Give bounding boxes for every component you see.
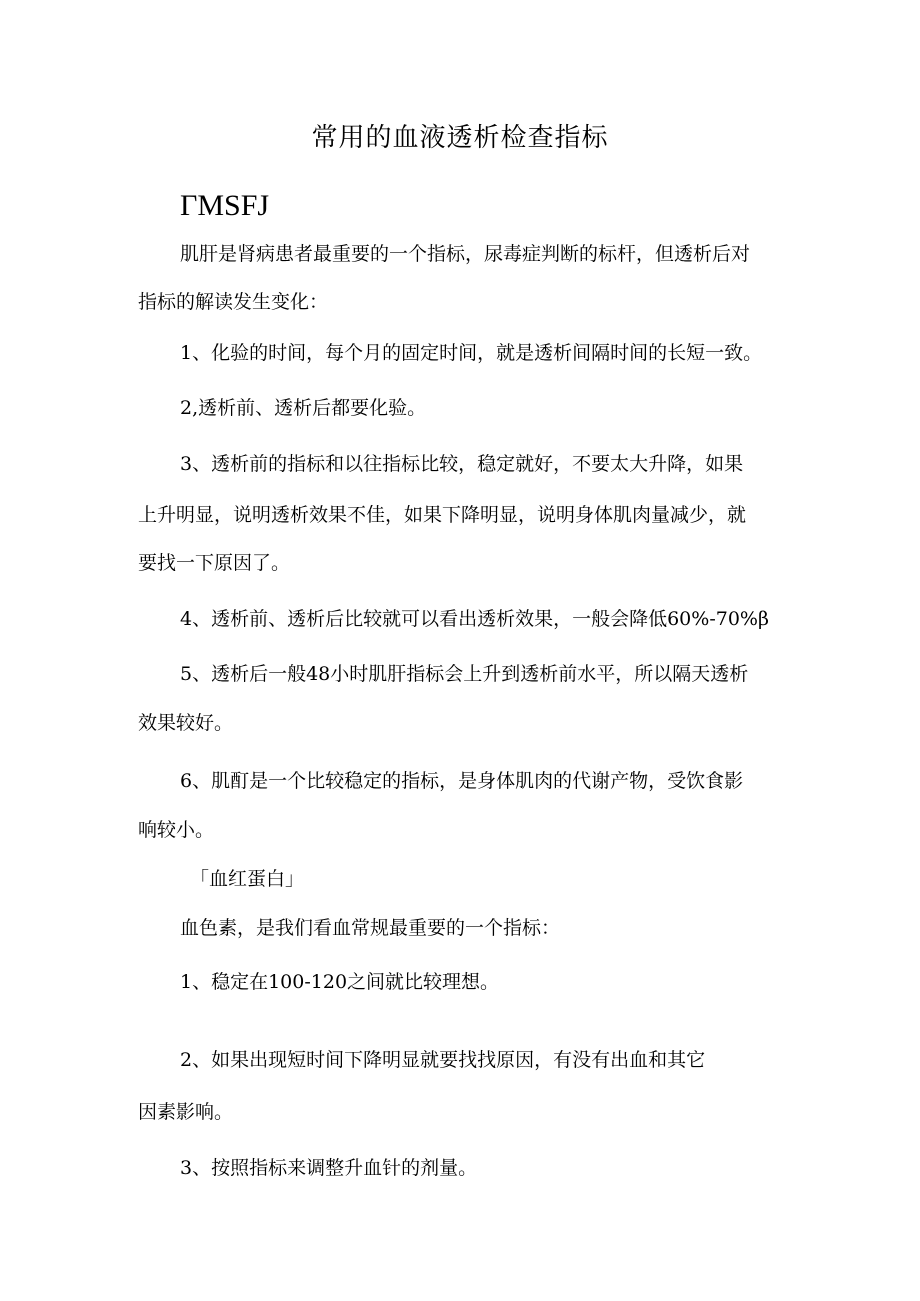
section-heading-creatinine: ΓMSFJ [180,189,270,222]
list-item-line: 6、肌酊是一个比较稳定的指标，是身体肌肉的代谢产物，受饮食影 [180,770,744,792]
list-item-line: 1、化验的时间，每个月的固定时间，就是透析间隔时间的长短一致。 [180,342,763,364]
paragraph-line: 肌肝是肾病患者最重要的一个指标，尿毒症判断的标杆，但透析后对 [180,243,751,265]
document-title: 常用的血液透析检查指标 [311,123,609,153]
list-item-line: 1、稳定在100-120之间就比较理想。 [180,971,500,993]
list-item-line: 5、透析后一般48小时肌肝指标会上升到透析前水平，所以隔天透析 [180,663,749,685]
paragraph-line: 指标的解读发生变化： [138,291,329,313]
paragraph-line: 血色素，是我们看血常规最重要的一个指标： [180,917,561,939]
list-item-line: 响较小。 [138,819,215,841]
list-item-line: 2、如果出现短时间下降明显就要找找原因，有没有出血和其它 [180,1049,706,1071]
list-item-line: 3、透析前的指标和以往指标比较，稳定就好，不要太大升降，如果 [180,453,744,475]
list-item-line: 2,透析前、透析后都要化验。 [180,397,427,419]
list-item-line: 要找一下原因了。 [138,552,291,574]
list-item-line: 效果较好。 [138,712,234,734]
section-heading-hemoglobin: 「血红蛋白」 [190,868,305,890]
list-item-line: 上升明显，说明透析效果不佳，如果下降明显，说明身体肌肉量减少，就 [138,504,747,526]
list-item-line: 因素影响。 [138,1101,234,1123]
list-item-line: 4、透析前、透析后比较就可以看出透析效果，一般会降低60%-70%β [180,608,769,630]
list-item-line: 3、按照指标来调整升血针的剂量。 [180,1157,478,1179]
